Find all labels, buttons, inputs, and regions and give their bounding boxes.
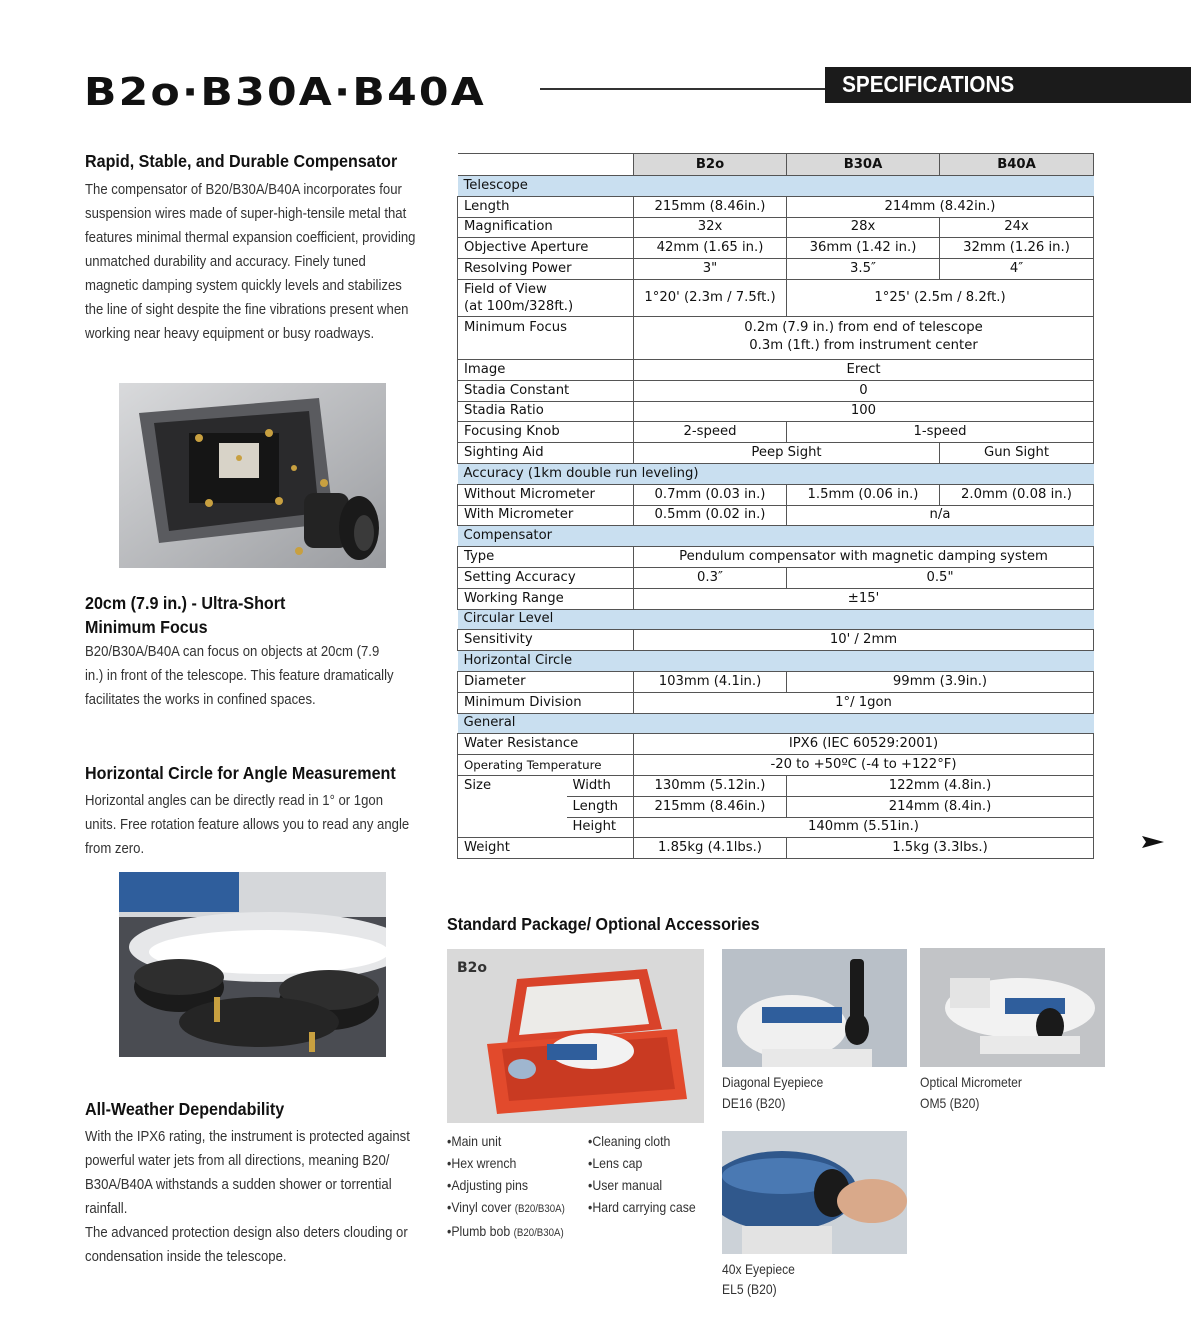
section-body-weather-2: The advanced protection design also deters clouding or condensation inside the telescope. — [85, 1225, 408, 1265]
table-row: Image Erect — [458, 359, 1094, 380]
eyepiece-code: EL5 (B20) — [722, 1282, 777, 1297]
category-circular-level: Circular Level — [458, 609, 1094, 630]
header-b20: B2o — [634, 154, 787, 176]
table-row: Length 215mm (8.46in.) 214mm (8.42in.) — [458, 196, 1094, 217]
section-title-focus-2: Minimum Focus — [85, 617, 208, 637]
accessories-title: Standard Package/ Optional Accessories — [447, 914, 760, 934]
table-row: Size Width 130mm (5.12in.) 122mm (4.8in.) — [458, 775, 1094, 796]
carrying-case-photo — [447, 949, 704, 1123]
table-row: Minimum Focus 0.2m (7.9 in.) from end of telescope 0.3m (1ft.) from instrument center — [458, 316, 1094, 359]
section-title-weather: All-Weather Dependability — [85, 1099, 285, 1119]
list-item: • Main unit — [447, 1130, 565, 1152]
list-item: • User manual — [588, 1174, 696, 1196]
table-row: Stadia Ratio 100 — [458, 401, 1094, 422]
table-row: Type Pendulum compensator with magnetic damping system — [458, 547, 1094, 568]
table-row: Diameter 103mm (4.1in.) 99mm (3.9in.) — [458, 671, 1094, 692]
table-row: Magnification 32x 28x 24x — [458, 217, 1094, 238]
category-general: General — [458, 713, 1094, 734]
section-title-compensator: Rapid, Stable, and Durable Compensator — [85, 151, 398, 171]
category-telescope: Telescope — [458, 176, 1094, 197]
optical-micrometer-code: OM5 (B20) — [920, 1096, 980, 1111]
diagonal-eyepiece-code: DE16 (B20) — [722, 1096, 786, 1111]
table-row: Water Resistance IPX6 (IEC 60529:2001) — [458, 734, 1094, 755]
next-page-arrow-icon[interactable] — [1142, 836, 1164, 848]
min-focus-line2: 0.3m (1ft.) from instrument center — [749, 337, 978, 353]
table-row: Sensitivity 10' / 2mm — [458, 630, 1094, 651]
list-item: • Hex wrench — [447, 1152, 565, 1174]
table-row: Height 140mm (5.51in.) — [458, 817, 1094, 838]
fov-label: Field of View — [464, 281, 547, 297]
section-body-focus: B20/B30A/B40A can focus on objects at 20cm (7.9 in.) in front of the telescope. This feature dramatically facilitates the works in confined spaces. — [85, 644, 394, 708]
standard-package-list-left — [447, 1130, 565, 1244]
min-focus-line1: 0.2m (7.9 in.) from end of telescope — [744, 319, 983, 335]
fov-sublabel: (at 100m/328ft.) — [464, 298, 574, 314]
header-b30a: B30A — [787, 154, 940, 176]
diagonal-eyepiece-name: Diagonal Eyepiece — [722, 1075, 824, 1090]
category-horizontal-circle: Horizontal Circle — [458, 651, 1094, 672]
table-row: Minimum Division 1°/ 1gon — [458, 692, 1094, 713]
header-b40a: B40A — [940, 154, 1094, 176]
section-body-compensator: The compensator of B20/B30A/B40A incorporates four suspension wires made of super-high-tensile metal that features minimal thermal expansion coefficient, providing unmatched durability and accuracy. Finely tuned magnetic damping system quickly levels and stabilizes the line of sight despite the fine vibrations present when working near heavy equipment or busy roadways. — [85, 182, 416, 342]
section-title-focus-1: 20cm (7.9 in.) - Ultra-Short — [85, 593, 286, 613]
header-blank — [458, 154, 634, 176]
specifications-table — [457, 153, 1094, 859]
list-item: • Vinyl cover (B20/B30A) — [447, 1196, 565, 1220]
table-row: Objective Aperture 42mm (1.65 in.) 36mm (1.42 in.) 32mm (1.26 in.) — [458, 238, 1094, 259]
model-title: B2o·B30A·B40A — [84, 70, 486, 114]
table-row: Field of View (at 100m/328ft.) 1°20' (2.3m / 7.5ft.) 1°25' (2.5m / 8.2ft.) — [458, 279, 1094, 316]
table-row: Setting Accuracy 0.3″ 0.5" — [458, 567, 1094, 588]
table-row: Focusing Knob 2-speed 1-speed — [458, 422, 1094, 443]
table-row: Stadia Constant 0 — [458, 380, 1094, 401]
standard-package-list-right — [588, 1130, 696, 1218]
table-row: Length 215mm (8.46in.) 214mm (8.4in.) — [458, 796, 1094, 817]
list-item: • Hard carrying case — [588, 1196, 696, 1218]
table-row: Resolving Power 3" 3.5″ 4″ — [458, 259, 1094, 280]
list-item: • Plumb bob (B20/B30A) — [447, 1220, 565, 1244]
table-row: Operating Temperature -20 to +50ºC (-4 to +122°F) — [458, 755, 1094, 776]
eyepiece-photo — [722, 1131, 907, 1254]
category-compensator: Compensator — [458, 526, 1094, 547]
table-header-row — [458, 154, 1094, 176]
eyepiece-name: 40x Eyepiece — [722, 1262, 795, 1277]
section-body-horizontal-circle: Horizontal angles can be directly read in 1° or 1gon units. Free rotation feature allows you to read any angle from zero. — [85, 793, 410, 857]
optical-micrometer-name: Optical Micrometer — [920, 1075, 1022, 1090]
list-item: • Adjusting pins — [447, 1174, 565, 1196]
section-body-weather: With the IPX6 rating, the instrument is protected against powerful water jets from all directions, meaning B20/ B30A/B40A withstands a sudden shower or torrential rainfall. — [85, 1129, 410, 1217]
header-rule — [540, 88, 826, 90]
table-row: Working Range ±15' — [458, 588, 1094, 609]
table-row: Sighting Aid Peep Sight Gun Sight — [458, 443, 1094, 464]
table-row: With Micrometer 0.5mm (0.02 in.) n/a — [458, 505, 1094, 526]
specifications-label: SPECIFICATIONS — [842, 71, 1015, 97]
horizontal-circle-photo — [119, 872, 386, 1057]
diagonal-eyepiece-photo — [722, 949, 907, 1067]
compensator-photo — [119, 383, 386, 568]
table-row: Weight 1.85kg (4.1lbs.) 1.5kg (3.3lbs.) — [458, 838, 1094, 859]
section-title-horizontal-circle: Horizontal Circle for Angle Measurement — [85, 763, 396, 783]
category-accuracy: Accuracy (1km double run leveling) — [458, 463, 1094, 484]
optical-micrometer-photo — [920, 948, 1105, 1067]
case-model-label: B2o — [457, 960, 488, 976]
specifications-bar — [825, 67, 1191, 103]
list-item: • Lens cap — [588, 1152, 696, 1174]
table-row: Without Micrometer 0.7mm (0.03 in.) 1.5mm (0.06 in.) 2.0mm (0.08 in.) — [458, 484, 1094, 505]
list-item: • Cleaning cloth — [588, 1130, 696, 1152]
